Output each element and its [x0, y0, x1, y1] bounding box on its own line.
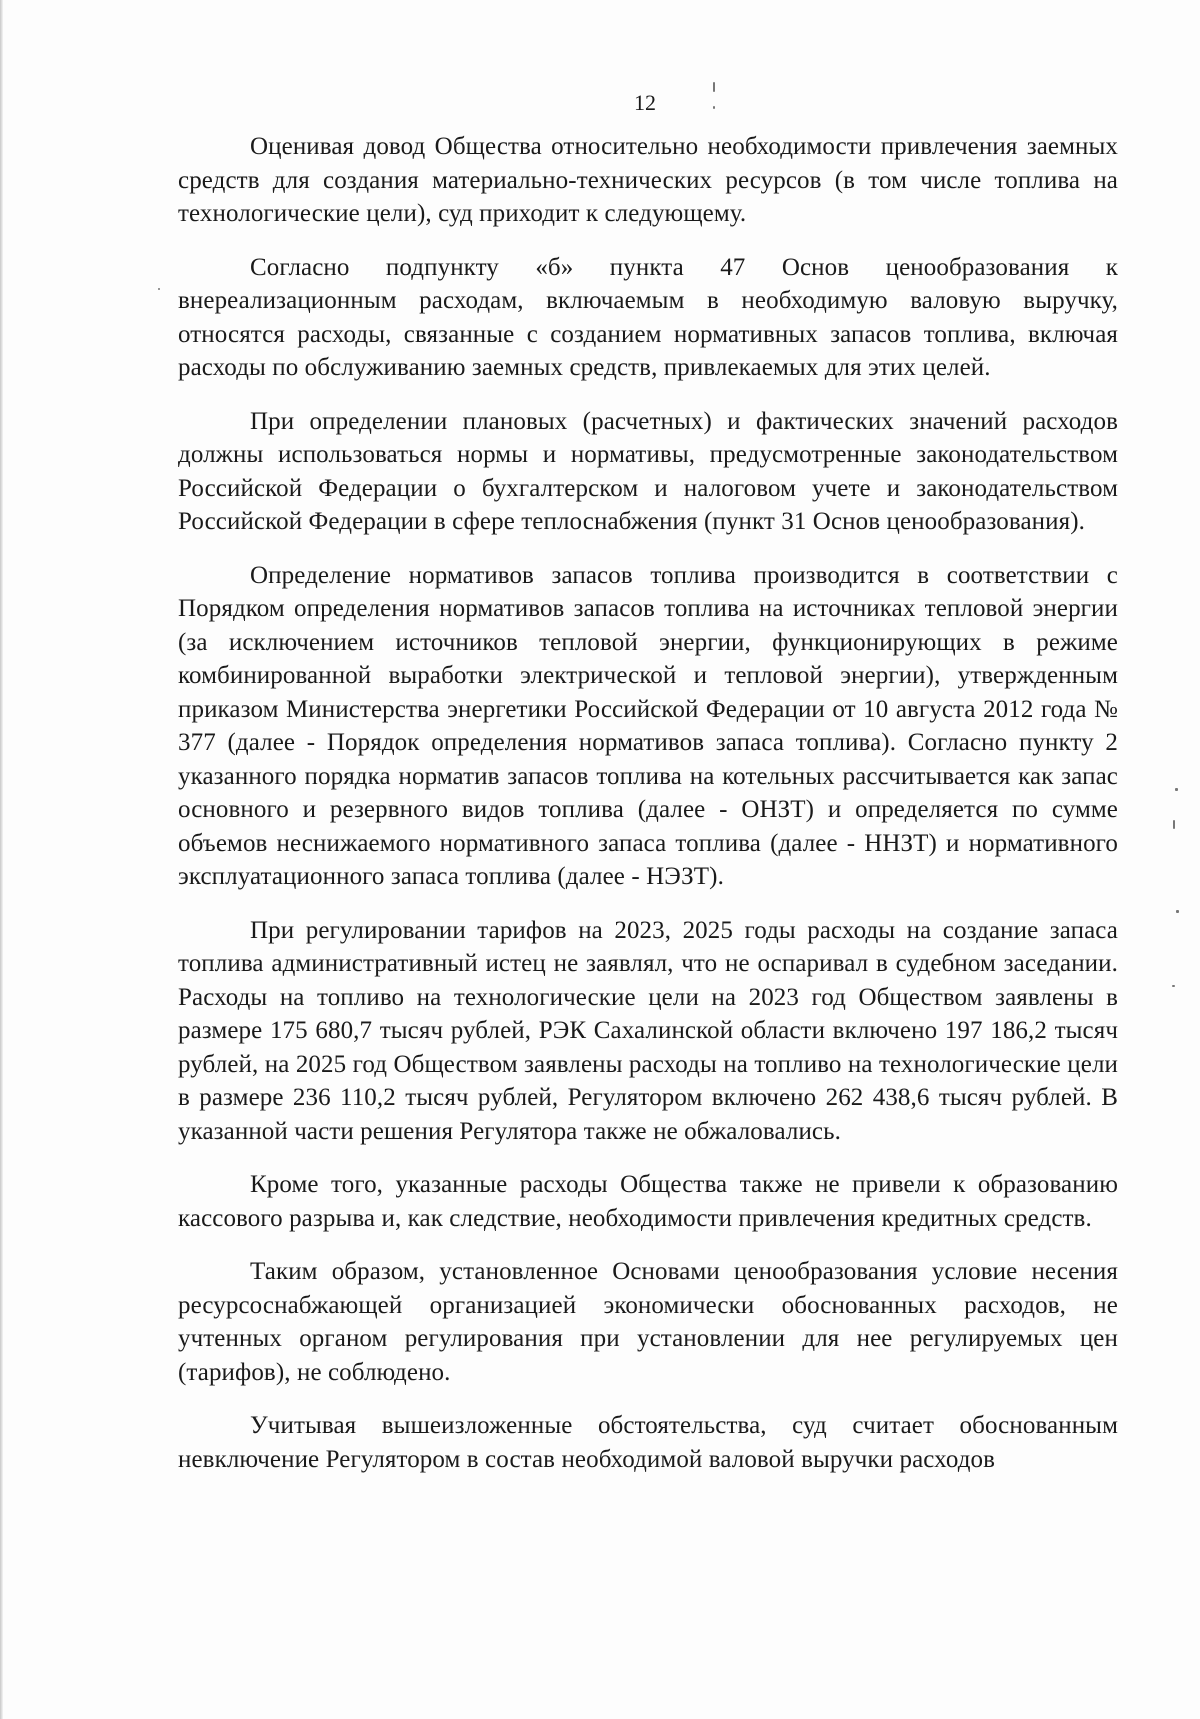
paragraph: Согласно подпункту «б» пункта 47 Основ ценообразования к внереализационным расходам, включаемым в необходимую валовую выручку, относятся расходы, связанные с созданием нормативных запасов топлива, включая расходы по обслуживанию заемных средств, привлекаемых для этих целей. [178, 253, 1118, 381]
scan-speck [1172, 985, 1175, 987]
scan-edge-shadow [0, 0, 3, 1719]
paragraph: При определении плановых (расчетных) и фактических значений расходов должны использоваться нормы и нормативы, предусмотренные законодательством Российской Федерации о бухгалтерском и налоговом учете и законодательством Российской Федерации в сфере теплоснабжения (пункт 31 Основ ценообразования). [178, 407, 1118, 535]
page-number: 12 [634, 90, 656, 115]
paragraph: Кроме того, указанные расходы Общества также не привели к образованию кассового разрыва и, как следствие, необходимости привлечения кредитных средств. [178, 1171, 1118, 1232]
scan-speck [158, 288, 160, 290]
paragraph: Оценивая довод Общества относительно необходимости привлечения заемных средств для создания материально-технических ресурсов (в том числе топлива на технологические цели), суд приходит к следующему. [178, 133, 1118, 227]
paragraph: Таким образом, установленное Основами ценообразования условие несения ресурсоснабжающей организацией экономически обоснованных расходов, не учтенных органом регулирования при установлении для нее регулируемых цен (тарифов), не соблюдено. [178, 1258, 1118, 1386]
paragraph: Определение нормативов запасов топлива производится в соответствии с Порядком определения нормативов запасов топлива на источниках тепловой энергии (за исключением источников тепловой энергии, функционирующих в режиме комбинированной выработки электрической и тепловой энергии), утвержденным приказом Министерства энергетики Российской Федерации от 10 августа 2012 года № 377 (далее - Порядок определения нормативов запаса топлива). Согласно пункту 2 указанного порядка норматив запасов топлива на котельных рассчитывается как запас основного и резервного видов топлива (далее - ОНЗТ) и определяется по сумме объемов неснижаемого нормативного запаса топлива (далее - ННЗТ) и нормативного эксплуатационного запаса топлива (далее - НЭЗТ). [178, 561, 1118, 890]
document-body [178, 130, 1118, 1476]
scan-speck [1175, 788, 1178, 791]
paragraph: Учитывая вышеизложенные обстоятельства, суд считает обоснованным невключение Регулятором в состав необходимой валовой выручки расходов [178, 1412, 1118, 1473]
scan-speck [1173, 820, 1175, 829]
paragraph: При регулировании тарифов на 2023, 2025 годы расходы на создание запаса топлива административный истец не заявлял, что не оспаривал в судебном заседании. Расходы на топливо на технологические цели на 2023 год Обществом заявлены в размере 175 680,7 тысяч рублей, РЭК Сахалинской области включено 197 186,2 тысяч рублей, на 2025 год Обществом заявлены расходы на топливо на технологические цели в размере 236 110,2 тысяч рублей, Регулятором включено 262 438,6 тысяч рублей. В указанной части решения Регулятора также не обжаловались. [178, 916, 1118, 1145]
scan-speck [1176, 910, 1179, 913]
